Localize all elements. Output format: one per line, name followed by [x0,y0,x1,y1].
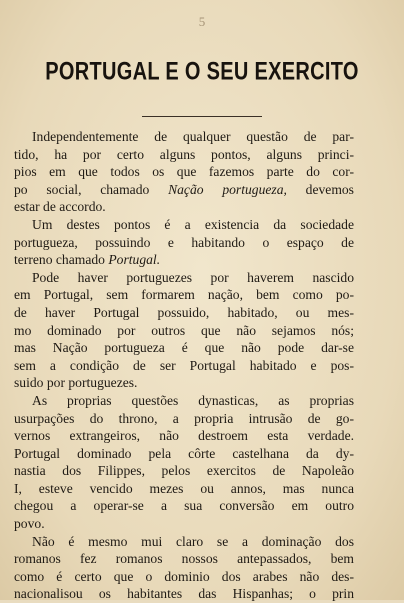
text-line: Pode haver portuguezes por haverem nascido [32,269,354,285]
text-line: Um destes pontos é a existencia da sociedade [32,216,354,232]
page-number: 5 [198,14,206,29]
text-line: como é certo que o dominio dos arabes não des- [14,568,354,584]
text-line: em Portugal, sem formarem nação, bem como po- [14,287,354,303]
text-line: Não é mesmo mui claro se a dominação dos [32,533,354,549]
text-line: I, esteve vencido mezes ou annos, mas nunca [14,480,354,496]
text-line: nastia dos Filippes, pelos exercitos de Napoleão [14,463,354,479]
text-line: As proprias questões dynasticas, as proprias [32,392,354,408]
text-line: suido por portuguezes. [14,375,138,391]
text-line: nacionalisou os habitantes das Hispanhas; o prin [14,586,354,602]
title-rule [142,116,262,117]
text-line: tido, ha por certo alguns pontos, alguns princi- [14,146,354,162]
text-segment: terreno chamado [14,252,109,268]
italic-term: Nação portugueza, [168,181,287,197]
text-line: romanos fez romanos nossos antepassados, bem [14,551,354,567]
italic-term: Portugal. [108,252,161,268]
text-line: Portugal dominado pela côrte castelhana da dy- [14,445,354,461]
text-line: de haver Portugal possuido, habitado, ou mes- [14,304,354,320]
text-line: usurpações do throno, a propria intrusão de go- [14,410,354,426]
chapter-title: PORTUGAL E O SEU EXERCITO [45,58,359,86]
text-line [14,181,354,199]
text-line: chegou a operar-se a sua conversão em outro [14,498,354,514]
text-segment: po social, chamado [14,181,169,197]
text-line: mas Nação portugueza é que não pode dar-se [14,340,354,356]
text-line: vernos extrangeiros, não destroem esta verdade. [14,428,354,444]
text-line: estar de accordo. [14,199,106,215]
text-line: Independentemente de qualquer questão de par- [32,129,354,144]
text-line: sem a condição de ser Portugal habitado e pos- [14,357,354,373]
body-text [14,128,354,603]
text-line [14,251,354,269]
text-segment: devemos [286,181,354,197]
text-line: povo. [14,516,45,532]
text-line: mo dominado por outros que não sejamos nós; [14,322,354,338]
text-line: portugueza, possuindo e habitando o espaço de [14,234,354,250]
text-line: pios em que todos os que fazemos parte do cor- [14,164,354,180]
